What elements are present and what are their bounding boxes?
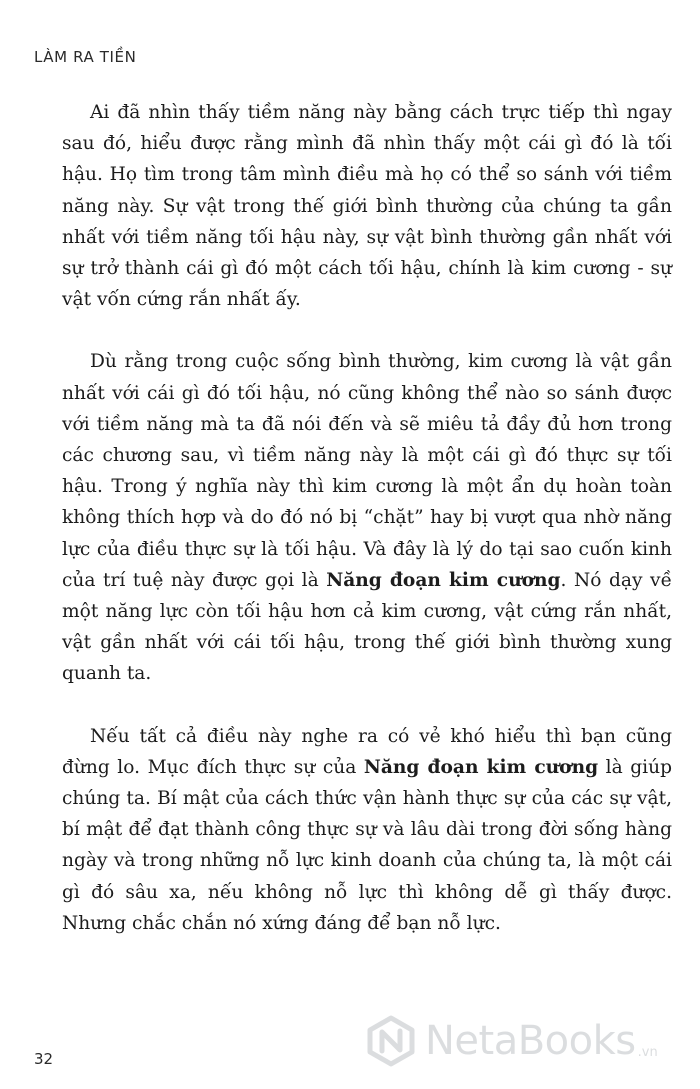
watermark-suffix: .vn xyxy=(637,1044,658,1060)
paragraph-1 xyxy=(62,97,672,315)
sutra-title-emphasis: Năng đoạn kim cương xyxy=(363,756,599,778)
paragraph-2 xyxy=(62,346,672,689)
paragraph-2-text-b: . Nó dạy về một năng lực còn tối hậu hơn cả kim cương, vật cứng rắn nhất, vật gần nhất với cái tối hậu, trong thế giới bình thường xung quanh ta. xyxy=(62,569,673,685)
paragraph-3 xyxy=(62,721,672,939)
paragraph-3-text-a: Nếu tất cả điều này nghe ra có vẻ khó hiểu thì bạn cũng đừng lo. Mục đích thực sự của xyxy=(62,725,672,778)
paragraph-2-text-a: Dù rằng trong cuộc sống bình thường, kim cương là vật gần nhất với cái gì đó tối hậu, nó cũng không thể nào so sánh được với tiềm năng mà ta đã nói đến và sẽ miêu tả đầy đủ hơn trong các chương sau, vì tiềm năng này là một cái gì đó thực sự tối hậu. Trong ý nghĩa này thì kim cương là một ẩn dụ hoàn toàn không thích hợp và do đó nó bị “chặt” hay bị vượt qua nhờ năng lực của điều thực sự là tối hậu. Và đây là lý do tại sao cuốn kinh của trí tuệ này được gọi là xyxy=(62,351,672,591)
watermark-brand: NetaBooks xyxy=(425,1018,636,1064)
body-text xyxy=(62,97,672,970)
watermark xyxy=(365,1015,658,1067)
page-number: 32 xyxy=(34,1050,54,1068)
paragraph-1-text: Ai đã nhìn thấy tiềm năng này bằng cách trực tiếp thì ngay sau đó, hiểu được rằng mình đã nhìn thấy một cái gì đó là tối hậu. Họ tìm trong tâm mình điều mà họ có thể so sánh với tiềm năng này. Sự vật trong thế giới bình thường của chúng ta gần nhất với tiềm năng tối hậu này, sự vật bình thường gần nhất với sự trở thành cái gì đó một cách tối hậu, chính là kim cương - sự vật vốn cứng rắn nhất ấy. xyxy=(62,102,672,311)
running-title: LÀM RA TIỀN xyxy=(34,48,137,66)
sutra-title-emphasis: Năng đoạn kim cương xyxy=(326,569,561,591)
paragraph-3-text-b: là giúp chúng ta. Bí mật của cách thức vận hành thực sự của các sự vật, bí mật để đạt thành công thực sự và lâu dài trong đời sống hàng ngày và trong những nỗ lực kinh doanh của chúng ta, là một cái gì đó sâu xa, nếu không nỗ lực thì không dễ gì thấy được. Nhưng chắc chắn nó xứng đáng để bạn nỗ lực. xyxy=(62,756,672,934)
netabooks-logo-icon xyxy=(365,1015,417,1067)
